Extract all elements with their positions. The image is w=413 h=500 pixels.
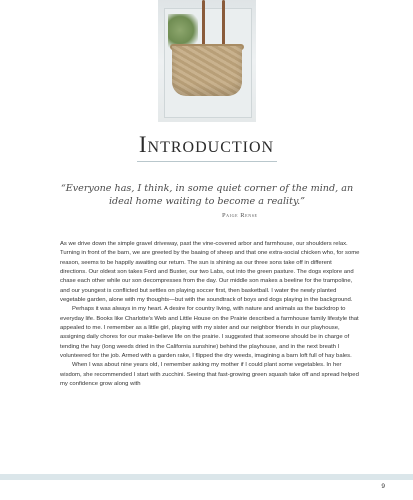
paragraph-3: When I was about nine years old, I remember asking my mother if I could plant some vegetables. In her wisdom, she recommended I start with zucchini. Seeing that fast-growing green squash take off and spread helped my confidence grow along with [60, 362, 359, 388]
page-number: 9 [381, 483, 385, 490]
basket [172, 46, 242, 96]
epigraph-quote: “Everyone has, I think, in some quiet corner of the mind, an ideal home waiting to become a reality.” [60, 183, 354, 207]
paragraph-2: Perhaps it was always in my heart. A desire for country living, with nature and animals as the backdrop to everyday life. Books like Charlotte's Web and Little House on the Prairie described a farmhouse family lifestyle that appealed to me. I remember as a little girl, playing with my sister and our neighbor friends in our playhouse, assigning daily chores for our make-believe life on the prairie. I suggested that someone should be in charge of tending the hay (long weeds dried in the California sunshine) behind the playhouse, and in the next breath I volunteered for the job. Armed with a garden rake, I flipped the dry weeds, imagining a barn loft full of hay bales. [60, 306, 359, 360]
chapter-title: Introduction [138, 132, 275, 157]
basket-photo [158, 0, 256, 122]
epigraph-author: Paige Rense [222, 212, 258, 219]
paragraph-1: As we drive down the simple gravel driveway, past the vine-covered arbor and farmhouse, our shoulders relax. Turning in front of the barn, we are greeted by the baaing of sheep and that one extra-social chicken who, for some reason, seems to be happily awaiting our return. The sun is shining as our three sons take off in different directions. Our oldest son takes Ford and Buster, our two Labs, out into the green pasture. The dogs explore and chase each other while our son decompresses from the day. Our middle son makes a beeline for the trampoline, and our youngest is conflicted but settles on playing soccer first, then basketball. I water the newly planted vegetable garden, alone with my thoughts—but with the soundtrack of boys and dogs playing in the background. [60, 241, 360, 304]
title-rule [137, 161, 277, 162]
footer-bar [0, 474, 413, 480]
body-text [60, 240, 360, 390]
